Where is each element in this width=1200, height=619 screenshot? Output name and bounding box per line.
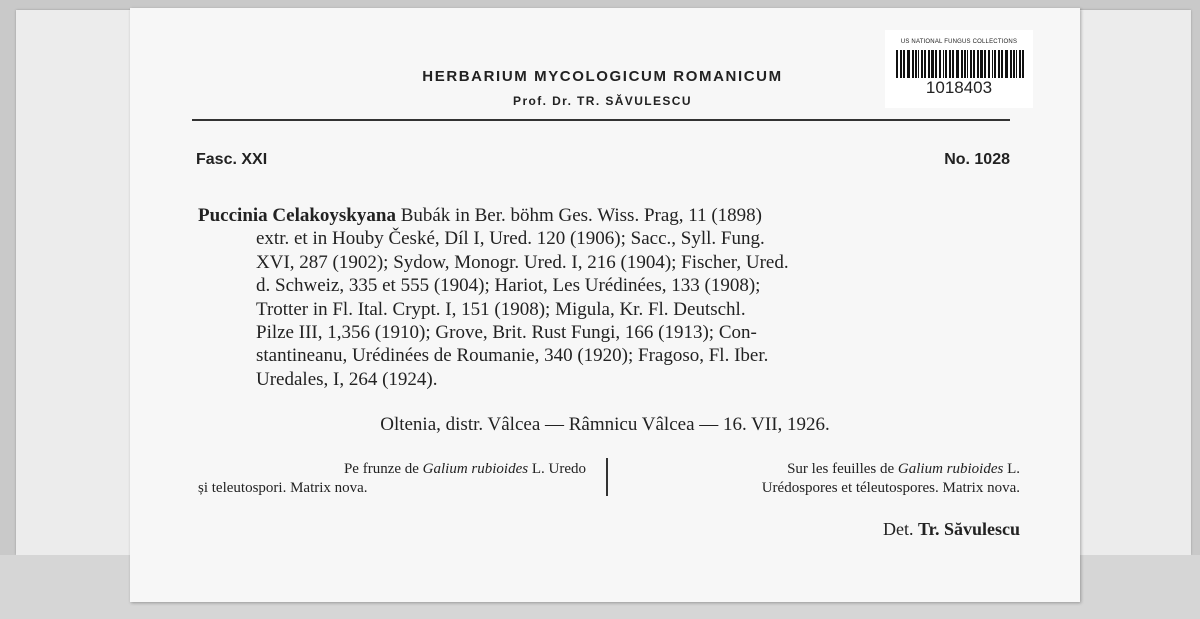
barcode-bar <box>952 50 954 78</box>
specimen-number: No. 1028 <box>944 151 1010 168</box>
determiner-name: Tr. Săvulescu <box>917 519 1020 539</box>
barcode-bar <box>903 50 905 78</box>
herbarium-label <box>130 8 1080 602</box>
barcode-bar <box>1022 50 1024 78</box>
barcode-bar <box>1013 50 1015 78</box>
note-suffix: L. Uredo <box>531 461 586 477</box>
note-prefix: Pe frunze de <box>343 461 419 477</box>
barcode-bar <box>967 50 968 78</box>
barcode-bar <box>1001 50 1003 78</box>
note-prefix: Sur les feuilles de <box>787 461 895 477</box>
barcode-bar <box>915 50 917 78</box>
citation-text: Bubák in Ber. böhm Ges. Wiss. Prag, 11 (1898) <box>400 205 762 226</box>
barcode-bar <box>988 50 990 78</box>
barcode-bar <box>949 50 951 78</box>
collection-locality: Oltenia, distr. Vâlcea — Râmnicu Vâlcea — 16. VII, 1926. <box>380 414 830 435</box>
citation-line: extr. et in Houby České, Díl I, Ured. 120 (1906); Sacc., Syll. Fung. <box>256 228 765 250</box>
barcode-number: 1018403 <box>925 78 993 97</box>
barcode-sticker <box>885 30 1033 108</box>
species-citation <box>198 204 1013 391</box>
barcode-bar <box>900 50 902 78</box>
barcode-bar <box>935 50 937 78</box>
barcode-bar <box>907 50 910 78</box>
barcode-bar <box>1010 50 1012 78</box>
fascicle-number: Fasc. XXI <box>196 151 268 168</box>
barcode-bar <box>945 50 947 78</box>
barcode-bar <box>931 50 934 78</box>
host-note-french <box>620 460 1020 498</box>
note-line-2: și teleutospori. Matrix nova. <box>198 480 368 496</box>
barcode-caption: US NATIONAL FUNGUS COLLECTIONS <box>900 39 1018 45</box>
host-name: Galium rubioides <box>422 461 529 477</box>
barcode-bar <box>998 50 1000 78</box>
citation-line: stantineanu, Urédinées de Roumanie, 340 (1920); Fragoso, Fl. Iber. <box>256 345 769 367</box>
barcode-bar <box>992 50 993 78</box>
barcode-bar <box>943 50 944 78</box>
barcode-bar <box>939 50 941 78</box>
barcode-bar <box>1005 50 1008 78</box>
curator-name: Prof. Dr. TR. SĂVULESCU <box>513 94 692 108</box>
barcode-bar <box>912 50 914 78</box>
barcode-bar <box>921 50 923 78</box>
host-note-romanian <box>196 460 586 498</box>
citation-line: XVI, 287 (1902); Sydow, Monogr. Ured. I, 216 (1904); Fischer, Ured. <box>256 251 789 273</box>
citation-line: d. Schweiz, 335 et 555 (1904); Hariot, Les Urédinées, 133 (1908); <box>256 275 761 297</box>
note-line <box>620 460 1020 479</box>
barcode-bar <box>994 50 996 78</box>
note-divider <box>606 458 608 496</box>
note-line <box>196 460 586 479</box>
barcode-bar <box>984 50 986 78</box>
barcode-bar <box>956 50 959 78</box>
barcode-bar <box>970 50 972 78</box>
header-rule <box>192 119 1010 121</box>
note-suffix: L. <box>1007 461 1020 477</box>
determiner-prefix: Det. <box>882 519 914 539</box>
host-name: Galium rubioides <box>897 461 1004 477</box>
barcode-bar <box>896 50 898 78</box>
citation-line: Trotter in Fl. Ital. Crypt. I, 151 (1908); Migula, Kr. Fl. Deutschl. <box>256 298 746 320</box>
barcode-bar <box>961 50 963 78</box>
barcode-bar <box>964 50 966 78</box>
barcode-bar <box>973 50 975 78</box>
barcode-bar <box>924 50 926 78</box>
citation-line: Pilze III, 1,356 (1910); Grove, Brit. Rust Fungi, 166 (1913); Con- <box>256 322 757 344</box>
determiner <box>883 519 1020 540</box>
barcode-bar <box>977 50 979 78</box>
barcode-bar <box>918 50 919 78</box>
note-line-2: Urédospores et téleutospores. Matrix nova. <box>761 480 1020 496</box>
citation-line: Uredales, I, 264 (1924). <box>256 368 438 390</box>
species-name: Puccinia Celakoyskyana <box>198 205 396 226</box>
barcode-bars <box>896 50 1024 78</box>
barcode-bar <box>1016 50 1017 78</box>
barcode-bar <box>980 50 983 78</box>
herbarium-title: HERBARIUM MYCOLOGICUM ROMANICUM <box>422 68 783 85</box>
barcode-bar <box>1019 50 1021 78</box>
citation-line-1 <box>198 204 1013 227</box>
barcode-bar <box>928 50 930 78</box>
